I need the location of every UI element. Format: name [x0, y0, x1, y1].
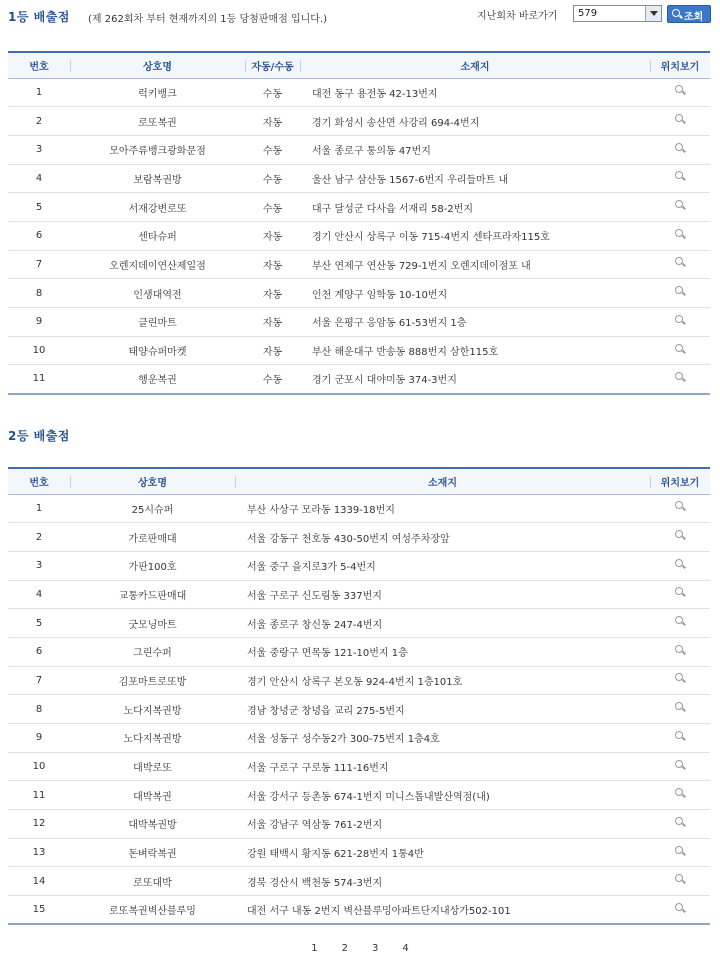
table-row: [8, 193, 710, 222]
shop-address: 서울 강동구 천호동 430-50번지 여성주차장앞: [235, 523, 650, 552]
location-cell: [650, 494, 710, 523]
shop-address: 경기 안산시 상록구 본오동 924-4번지 1층101호: [235, 666, 650, 695]
row-number: 9: [8, 308, 70, 337]
table-row: [8, 308, 710, 337]
location-cell: [650, 551, 710, 580]
magnifier-icon[interactable]: [675, 344, 686, 355]
shop-name: 태양슈퍼마켓: [70, 336, 245, 365]
header-address: 소재지: [235, 468, 650, 494]
chevron-down-icon[interactable]: [645, 6, 661, 21]
shop-address: 경북 경산시 백천동 574-3번지: [235, 867, 650, 896]
location-cell: [650, 580, 710, 609]
table-row: [8, 810, 710, 839]
location-cell: [650, 609, 710, 638]
location-cell: [650, 221, 710, 250]
table-row: [8, 365, 710, 394]
table-row: [8, 279, 710, 308]
pick-type: 자동: [245, 250, 300, 279]
page-link[interactable]: 4: [402, 943, 409, 954]
table-header-row: [8, 52, 710, 78]
shop-address: 서울 종로구 창신동 247-4번지: [235, 609, 650, 638]
header-location: 위치보기: [650, 468, 710, 494]
shop-name: 로또복권: [70, 107, 245, 136]
pick-type: 수동: [245, 135, 300, 164]
shop-address: 서울 중랑구 면목동 121-10번지 1층: [235, 637, 650, 666]
location-cell: [650, 164, 710, 193]
shop-name: 대박복권: [70, 781, 235, 810]
shop-name: 서재강변로또: [70, 193, 245, 222]
row-number: 6: [8, 637, 70, 666]
location-cell: [650, 752, 710, 781]
table-row: [8, 724, 710, 753]
shop-address: 대전 서구 내동 2번지 벽산블루밍아파트단지내상가502-101: [235, 896, 650, 925]
location-cell: [650, 695, 710, 724]
table-row: [8, 781, 710, 810]
magnifier-icon[interactable]: [675, 874, 686, 885]
shop-address: 대전 동구 용전동 42-13번지: [300, 78, 650, 107]
shop-address: 경기 안산시 상록구 이동 715-4번지 센타프라자115호: [300, 221, 650, 250]
page-link[interactable]: 2: [341, 943, 348, 954]
magnifier-icon[interactable]: [675, 760, 686, 771]
shop-name: 노다지복권방: [70, 695, 235, 724]
shop-name: 인생대역전: [70, 279, 245, 308]
magnifier-icon[interactable]: [675, 587, 686, 598]
round-select-value: 579: [578, 8, 598, 19]
row-number: 10: [8, 336, 70, 365]
location-cell: [650, 666, 710, 695]
location-cell: [650, 523, 710, 552]
shop-address: 서울 구로구 신도림동 337번지: [235, 580, 650, 609]
row-number: 12: [8, 810, 70, 839]
shop-name: 25시슈퍼: [70, 494, 235, 523]
location-cell: [650, 250, 710, 279]
table-row: [8, 752, 710, 781]
shop-address: 서울 강남구 역삼동 761-2번지: [235, 810, 650, 839]
second-prize-table: [8, 467, 710, 925]
round-select[interactable]: [573, 5, 662, 22]
shop-address: 서울 중구 을지로3가 5-4번지: [235, 551, 650, 580]
row-number: 11: [8, 781, 70, 810]
page-link[interactable]: 1: [311, 943, 318, 954]
shop-name: 가판100호: [70, 551, 235, 580]
table-row: [8, 107, 710, 136]
magnifier-icon[interactable]: [675, 903, 686, 914]
row-number: 3: [8, 135, 70, 164]
shop-name: 로또대박: [70, 867, 235, 896]
table-row: [8, 896, 710, 925]
header-location: 위치보기: [650, 52, 710, 78]
header-name: 상호명: [70, 468, 235, 494]
table-row: [8, 580, 710, 609]
row-number: 2: [8, 107, 70, 136]
location-cell: [650, 896, 710, 925]
table-row: [8, 523, 710, 552]
pick-type: 수동: [245, 193, 300, 222]
pick-type: 자동: [245, 279, 300, 308]
shop-address: 경기 화성시 송산면 사강리 694-4번지: [300, 107, 650, 136]
header-address: 소재지: [300, 52, 650, 78]
table-row: [8, 250, 710, 279]
pick-type: 자동: [245, 107, 300, 136]
magnifier-icon[interactable]: [675, 616, 686, 627]
shop-address: 대구 달성군 다사읍 서재리 58-2번지: [300, 193, 650, 222]
magnifier-icon[interactable]: [675, 171, 686, 182]
shop-name: 로또복권벽산블루밍: [70, 896, 235, 925]
location-cell: [650, 867, 710, 896]
location-cell: [650, 78, 710, 107]
shop-name: 보람복권방: [70, 164, 245, 193]
location-cell: [650, 336, 710, 365]
shop-name: 센타슈퍼: [70, 221, 245, 250]
location-cell: [650, 308, 710, 337]
row-number: 3: [8, 551, 70, 580]
magnifier-icon[interactable]: [675, 143, 686, 154]
shop-address: 서울 구로구 구로동 111-16번지: [235, 752, 650, 781]
shop-address: 부산 해운대구 반송동 888번지 삼한115호: [300, 336, 650, 365]
header-name: 상호명: [70, 52, 245, 78]
row-number: 11: [8, 365, 70, 394]
shop-name: 모아주류뱅크광화문점: [70, 135, 245, 164]
magnifier-icon[interactable]: [675, 85, 686, 96]
magnifier-icon[interactable]: [675, 731, 686, 742]
row-number: 5: [8, 609, 70, 638]
shop-address: 경기 군포시 대야미동 374-3번지: [300, 365, 650, 394]
shop-address: 부산 사상구 모라동 1339-18번지: [235, 494, 650, 523]
page-link[interactable]: 3: [372, 943, 379, 954]
row-number: 10: [8, 752, 70, 781]
row-number: 15: [8, 896, 70, 925]
location-cell: [650, 724, 710, 753]
table-row: [8, 135, 710, 164]
row-number: 8: [8, 695, 70, 724]
magnifier-icon[interactable]: [675, 114, 686, 125]
shop-address: 강원 태백시 황지동 621-28번지 1통4반: [235, 838, 650, 867]
magnifier-icon[interactable]: [675, 559, 686, 570]
magnifier-icon[interactable]: [675, 257, 686, 268]
shop-name: 럭키뱅크: [70, 78, 245, 107]
shop-address: 서울 성동구 성수동2가 300-75번지 1층4호: [235, 724, 650, 753]
row-number: 9: [8, 724, 70, 753]
magnifier-icon[interactable]: [675, 501, 686, 512]
magnifier-icon[interactable]: [675, 200, 686, 211]
magnifier-icon[interactable]: [675, 702, 686, 713]
table-row: [8, 867, 710, 896]
search-icon: [672, 9, 680, 17]
section2-title: 2등 배출점: [8, 429, 70, 443]
table-row: [8, 221, 710, 250]
magnifier-icon[interactable]: [675, 817, 686, 828]
magnifier-icon[interactable]: [675, 229, 686, 240]
pick-type: 수동: [245, 365, 300, 394]
first-prize-table: [8, 51, 710, 395]
magnifier-icon[interactable]: [675, 645, 686, 656]
row-number: 6: [8, 221, 70, 250]
row-number: 2: [8, 523, 70, 552]
shop-name: 김포마트로또방: [70, 666, 235, 695]
magnifier-icon[interactable]: [675, 372, 686, 383]
shop-name: 오렌지데이연산제일점: [70, 250, 245, 279]
location-cell: [650, 838, 710, 867]
table-row: [8, 838, 710, 867]
shop-address: 인천 계양구 임학동 10-10번지: [300, 279, 650, 308]
section1-title: 1등 배출점: [8, 10, 70, 24]
location-cell: [650, 365, 710, 394]
row-number: 1: [8, 494, 70, 523]
pick-type: 자동: [245, 221, 300, 250]
table-row: [8, 164, 710, 193]
table-row: [8, 666, 710, 695]
table-row: [8, 336, 710, 365]
row-number: 5: [8, 193, 70, 222]
row-number: 7: [8, 666, 70, 695]
search-button-label: 조회: [684, 12, 704, 23]
location-cell: [650, 637, 710, 666]
table-row: [8, 551, 710, 580]
shop-address: 서울 강서구 등촌동 674-1번지 미니스톱내발산역점(내): [235, 781, 650, 810]
top-bar: [0, 0, 720, 40]
shop-name: 굿모닝마트: [70, 609, 235, 638]
row-number: 7: [8, 250, 70, 279]
row-number: 14: [8, 867, 70, 896]
search-button[interactable]: [667, 5, 711, 23]
shop-address: 서울 종로구 통의동 47번지: [300, 135, 650, 164]
pick-type: 자동: [245, 308, 300, 337]
goto-round-label: 지난회차 바로가기: [477, 11, 558, 22]
pick-type: 수동: [245, 78, 300, 107]
shop-name: 노다지복권방: [70, 724, 235, 753]
row-number: 13: [8, 838, 70, 867]
magnifier-icon[interactable]: [675, 788, 686, 799]
location-cell: [650, 810, 710, 839]
row-number: 8: [8, 279, 70, 308]
shop-address: 경남 창녕군 창녕읍 교리 275-5번지: [235, 695, 650, 724]
table-row: [8, 609, 710, 638]
pick-type: 자동: [245, 336, 300, 365]
row-number: 4: [8, 580, 70, 609]
magnifier-icon[interactable]: [675, 286, 686, 297]
table-row: [8, 494, 710, 523]
pick-type: 수동: [245, 164, 300, 193]
shop-name: 대박복권방: [70, 810, 235, 839]
shop-address: 부산 연제구 연산동 729-1번지 오렌지데이점포 내: [300, 250, 650, 279]
magnifier-icon[interactable]: [675, 846, 686, 857]
table-row: [8, 637, 710, 666]
row-number: 4: [8, 164, 70, 193]
shop-name: 클린마트: [70, 308, 245, 337]
pagination: [0, 943, 720, 954]
shop-name: 가로판매대: [70, 523, 235, 552]
shop-name: 돈벼락복권: [70, 838, 235, 867]
shop-address: 서울 은평구 응암동 61-53번지 1층: [300, 308, 650, 337]
shop-name: 행운복권: [70, 365, 245, 394]
location-cell: [650, 193, 710, 222]
shop-name: 교통카드판매대: [70, 580, 235, 609]
location-cell: [650, 781, 710, 810]
shop-address: 울산 남구 삼산동 1567-6번지 우리들마트 내: [300, 164, 650, 193]
shop-name: 대박로또: [70, 752, 235, 781]
location-cell: [650, 107, 710, 136]
section1-note: (제 262회차 부터 현재까지의 1등 당첨판매점 입니다.): [88, 14, 328, 25]
magnifier-icon[interactable]: [675, 315, 686, 326]
header-no: 번호: [8, 468, 70, 494]
table-row: [8, 78, 710, 107]
row-number: 1: [8, 78, 70, 107]
location-cell: [650, 135, 710, 164]
magnifier-icon[interactable]: [675, 530, 686, 541]
header-no: 번호: [8, 52, 70, 78]
location-cell: [650, 279, 710, 308]
magnifier-icon[interactable]: [675, 673, 686, 684]
header-type: 자동/수동: [245, 52, 300, 78]
shop-name: 그린수퍼: [70, 637, 235, 666]
table-row: [8, 695, 710, 724]
table-header-row: [8, 468, 710, 494]
